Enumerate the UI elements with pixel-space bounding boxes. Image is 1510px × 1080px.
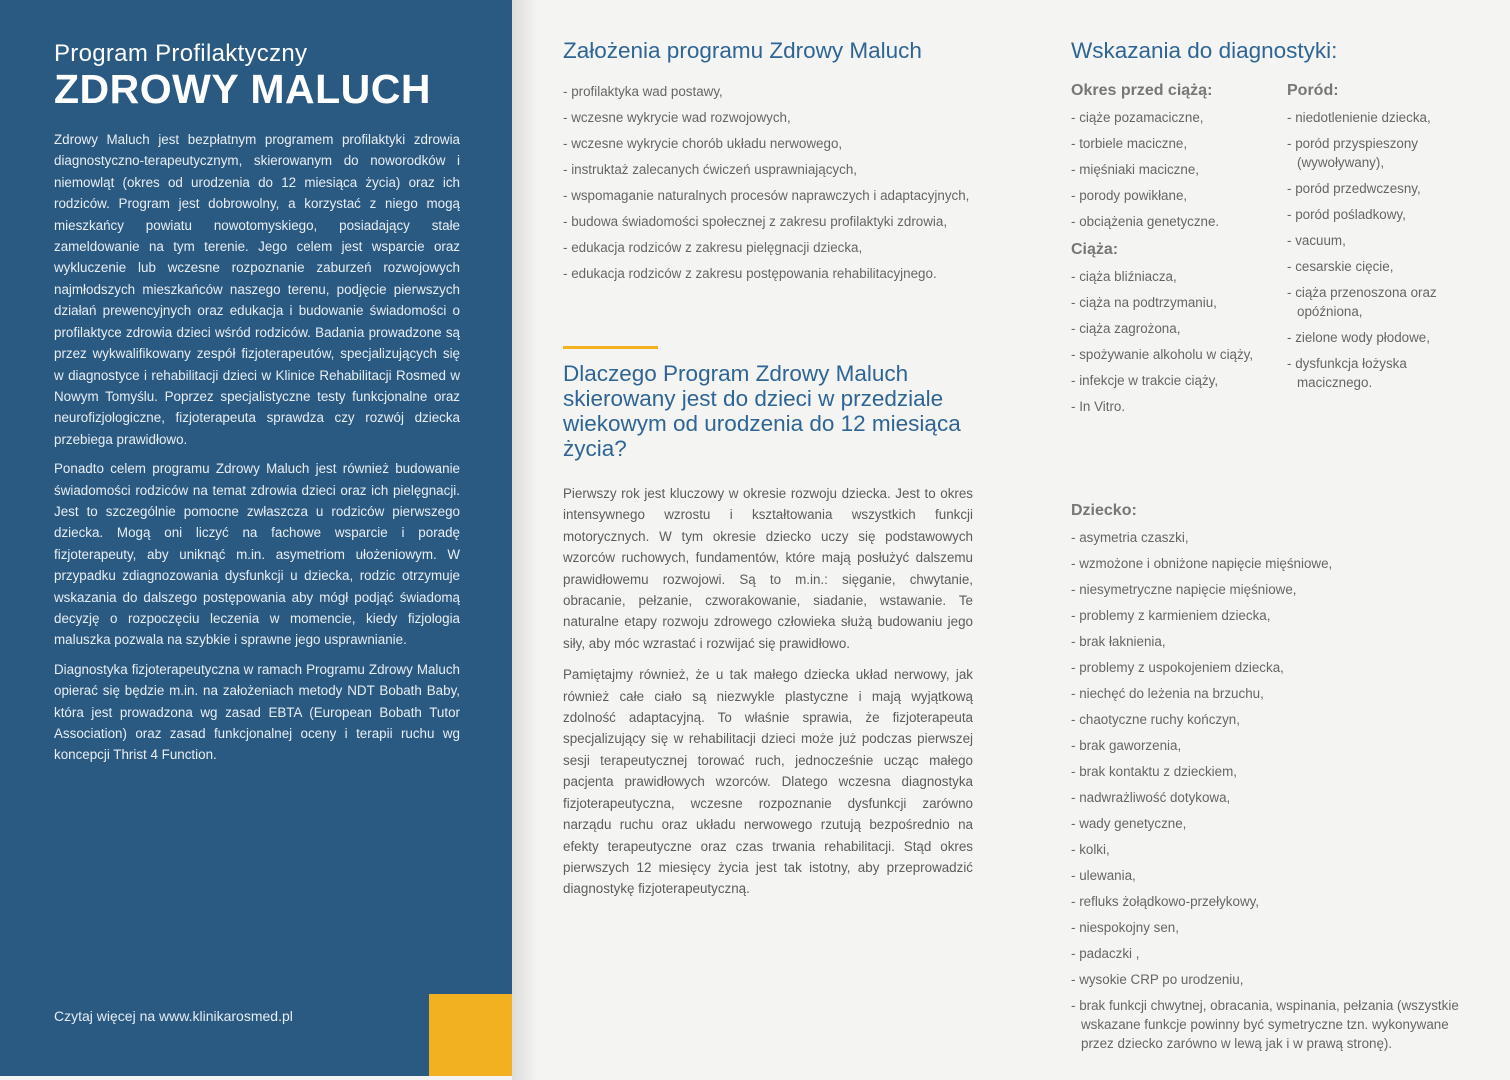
list-item: - wady genetyczne, <box>1071 814 1471 833</box>
list-item: - infekcje w trakcie ciąży, <box>1071 371 1276 390</box>
body-paragraph: Pierwszy rok jest kluczowy w okresie rozwoju dziecka. Jest to okres intensywnego wzrostu i kształtowania wszystkich funkcji motorycznych. W tym okresie dziecko uczy się podstawowych wzorców ruchowych, fundamentów, które mają posłużyć dalszemu prawidłowemu rozwojowi. Są to m.in.: sięganie, chwytanie, obracanie, pełzanie, czworakowanie, siadanie, wstawanie. Te naturalne etapy rozwoju zdrowego człowieka służą budowaniu jego siły, aby móc wzrastać i rozwijać się prawidłowo. <box>563 486 973 651</box>
program-kicker: Program Profilaktyczny <box>54 40 308 67</box>
list-item: - ciąża przenoszona oraz opóźniona, <box>1287 283 1477 321</box>
list-item: - cesarskie cięcie, <box>1287 257 1477 276</box>
website-link[interactable]: Czytaj więcej na www.klinikarosmed.pl <box>54 1008 293 1024</box>
birth-label: Poród: <box>1287 82 1339 99</box>
list-item: - poród przyspieszony (wywoływany), <box>1287 134 1477 172</box>
list-item: - niesymetryczne napięcie mięśniowe, <box>1071 580 1471 599</box>
indications-col-a <box>1071 82 1276 423</box>
intro-paragraph: Ponadto celem programu Zdrowy Maluch jest również budowanie świadomości rodziców na temat zdrowia dzieci oraz ich pielęgnacji. Jest to szczególnie pomocne zwłaszcza u rodziców pierwszego dziecka. Mogą oni liczyć na fachowe wsparcie i poradę fizjoterapeuty, aby uniknąć m.in. asymetriom ułożeniowym. W przypadku zdiagnozowania dysfunkcji u dziecka, rodzic otrzymuje wskazania do dalszego postępowania aby mógł podjąć świadomą decyzję o rozpoczęciu leczenia w momencie, kiedy fizjologia maluszka pozwala na szybkie i sprawne jego usprawnianie. <box>54 461 460 648</box>
list-item: - wysokie CRP po urodzeniu, <box>1071 970 1471 989</box>
program-brand-title: ZDROWY MALUCH <box>54 66 431 112</box>
assumptions-heading: Założenia programu Zdrowy Maluch <box>563 38 922 63</box>
list-item: - brak funkcji chwytnej, obracania, wspinania, pełzania (wszystkie wskazane funkcje powinny być symetryczne tzn. wykonywane przez dziecko zarówno w lewą jak i w prawą stronę). <box>1071 996 1471 1053</box>
list-item: - spożywanie alkoholu w ciąży, <box>1071 345 1276 364</box>
right-column <box>1071 38 1471 1051</box>
list-item: - poród przedwczesny, <box>1287 179 1477 198</box>
list-item: - nadwrażliwość dotykowa, <box>1071 788 1471 807</box>
list-item: - ciąże pozamaciczne, <box>1071 108 1276 127</box>
list-item: - niechęć do leżenia na brzuchu, <box>1071 684 1471 703</box>
child-label: Dziecko: <box>1071 502 1137 519</box>
birth-list <box>1287 108 1477 392</box>
before-pregnancy-label: Okres przed ciążą: <box>1071 82 1213 99</box>
list-item: - torbiele maciczne, <box>1071 134 1276 153</box>
list-item: - asymetria czaszki, <box>1071 528 1471 547</box>
list-item: - ciąża zagrożona, <box>1071 319 1276 338</box>
list-item: - problemy z uspokojeniem dziecka, <box>1071 658 1471 677</box>
list-item: - brak kontaktu z dzieckiem, <box>1071 762 1471 781</box>
page-fold <box>512 0 538 1080</box>
list-item: - niespokojny sen, <box>1071 918 1471 937</box>
pregnancy-label: Ciąża: <box>1071 241 1119 258</box>
list-item: - edukacja rodziców z zakresu pielęgnacji dziecka, <box>563 238 973 258</box>
intro-paragraph: Diagnostyka fizjoterapeutyczna w ramach Programu Zdrowy Maluch opierać się będzie m.in. na założeniach metody NDT Bobath Baby, która jest prowadzona wg zasad EBTA (European Bobath Tutor Association) oraz zasad funkcjonalnej oceny i terapii ruchu wg koncepcji Thrist 4 Function. <box>54 661 460 763</box>
list-item: - ciąża bliźniacza, <box>1071 267 1276 286</box>
child-list <box>1071 528 1471 1053</box>
list-item: - wzmożone i obniżone napięcie mięśniowe, <box>1071 554 1471 573</box>
list-item: - In Vitro. <box>1071 397 1276 416</box>
list-item: - instruktaż zalecanych ćwiczeń usprawniających, <box>563 160 973 180</box>
program-description <box>54 129 460 766</box>
list-item: - brak łaknienia, <box>1071 632 1471 651</box>
list-item: - budowa świadomości społecznej z zakresu profilaktyki zdrowia, <box>563 212 973 232</box>
assumptions-list <box>563 82 973 284</box>
indications-heading: Wskazania do diagnostyki: <box>1071 38 1338 63</box>
intro-paragraph: Zdrowy Maluch jest bezpłatnym programem profilaktyki zdrowia diagnostyczno-terapeutycznym, skierowanym do noworodków i niemowląt (okres od urodzenia do 12 miesiąca życia) oraz ich rodziców. Program jest dobrowolny, a korzystać z niego mogą mieszkańcy powiatu nowotomyskiego, posiadający stałe zameldowanie na tym terenie. Jego celem jest wsparcie oraz wykluczenie lub wczesne rozpoznanie zaburzeń rozwojowych najmłodszych mieszkańców naszego terenu, podjęcie pierwszych działań prewencyjnych oraz edukacja i budowanie świadomości o profilaktyce zdrowia dzieci wśród rodziców. Badania prowadzone są przez wykwalifikowany zespół fizjoterapeutów, specjalizujących się w diagnostyce i rehabilitacji dzieci w Klinice Rehabilitacji Rosmed w Nowym Tomyślu. Poprzez specjalistyczne testy funkcjonalne oraz neurofizjologiczne, fizjoterapeuta sprawdza czy rozwój dziecka przebiega prawidłowo. <box>54 132 460 447</box>
list-item: - dysfunkcja łożyska macicznego. <box>1287 354 1477 392</box>
list-item: - poród pośladkowy, <box>1287 205 1477 224</box>
list-item: - edukacja rodziców z zakresu postępowania rehabilitacyjnego. <box>563 264 973 284</box>
middle-column <box>563 38 973 910</box>
why-heading: Dlaczego Program Zdrowy Maluch skierowany jest do dzieci w przedziale wiekowym od urodzenia do 12 miesiąca życia? <box>563 361 961 461</box>
list-item: - niedotlenienie dziecka, <box>1287 108 1477 127</box>
list-item: - problemy z karmieniem dziecka, <box>1071 606 1471 625</box>
list-item: - chaotyczne ruchy kończyn, <box>1071 710 1471 729</box>
list-item: - wspomaganie naturalnych procesów naprawczych i adaptacyjnych, <box>563 186 973 206</box>
left-panel <box>0 0 512 1076</box>
list-item: - padaczki , <box>1071 944 1471 963</box>
accent-block <box>429 994 512 1076</box>
list-item: - obciążenia genetyczne. <box>1071 212 1276 231</box>
list-item: - wczesne wykrycie chorób układu nerwowego, <box>563 134 973 154</box>
pregnancy-list <box>1071 267 1276 416</box>
list-item: - profilaktyka wad postawy, <box>563 82 973 102</box>
list-item: - vacuum, <box>1287 231 1477 250</box>
accent-divider <box>563 346 658 349</box>
list-item: - refluks żołądkowo-przełykowy, <box>1071 892 1471 911</box>
why-body <box>563 483 973 900</box>
body-paragraph: Pamiętajmy również, że u tak małego dziecka układ nerwowy, jak również całe ciało są niezwykle plastyczne i mają wyjątkową zdolność adaptacyjną. To właśnie sprawia, że fizjoterapeuta specjalizujący się w rehabilitacji dzieci może już podczas pierwszej sesji terapeutycznej torować ruch, jednocześnie ucząc małego pacjenta prawidłowych wzorców. Dlatego wczesna diagnostyka fizjoterapeutyczna, wczesne rozpoznanie dysfunkcji zarówno narządu ruchu oraz układu nerwowego rzutują bezpośrednio na efekty terapeutyczne oraz czas trwania rehabilitacji. Stąd okres pierwszych 12 miesięcy życia jest tak istotny, aby przeprowadzić diagnostykę fizjoterapeutyczną. <box>563 667 973 897</box>
list-item: - ciąża na podtrzymaniu, <box>1071 293 1276 312</box>
list-item: - brak gaworzenia, <box>1071 736 1471 755</box>
list-item: - mięśniaki maciczne, <box>1071 160 1276 179</box>
before-pregnancy-list <box>1071 108 1276 231</box>
list-item: - ulewania, <box>1071 866 1471 885</box>
child-section <box>1071 502 1471 1060</box>
list-item: - zielone wody płodowe, <box>1287 328 1477 347</box>
list-item: - kolki, <box>1071 840 1471 859</box>
list-item: - porody powikłane, <box>1071 186 1276 205</box>
list-item: - wczesne wykrycie wad rozwojowych, <box>563 108 973 128</box>
left-content <box>54 40 460 774</box>
indications-col-b <box>1287 82 1477 399</box>
